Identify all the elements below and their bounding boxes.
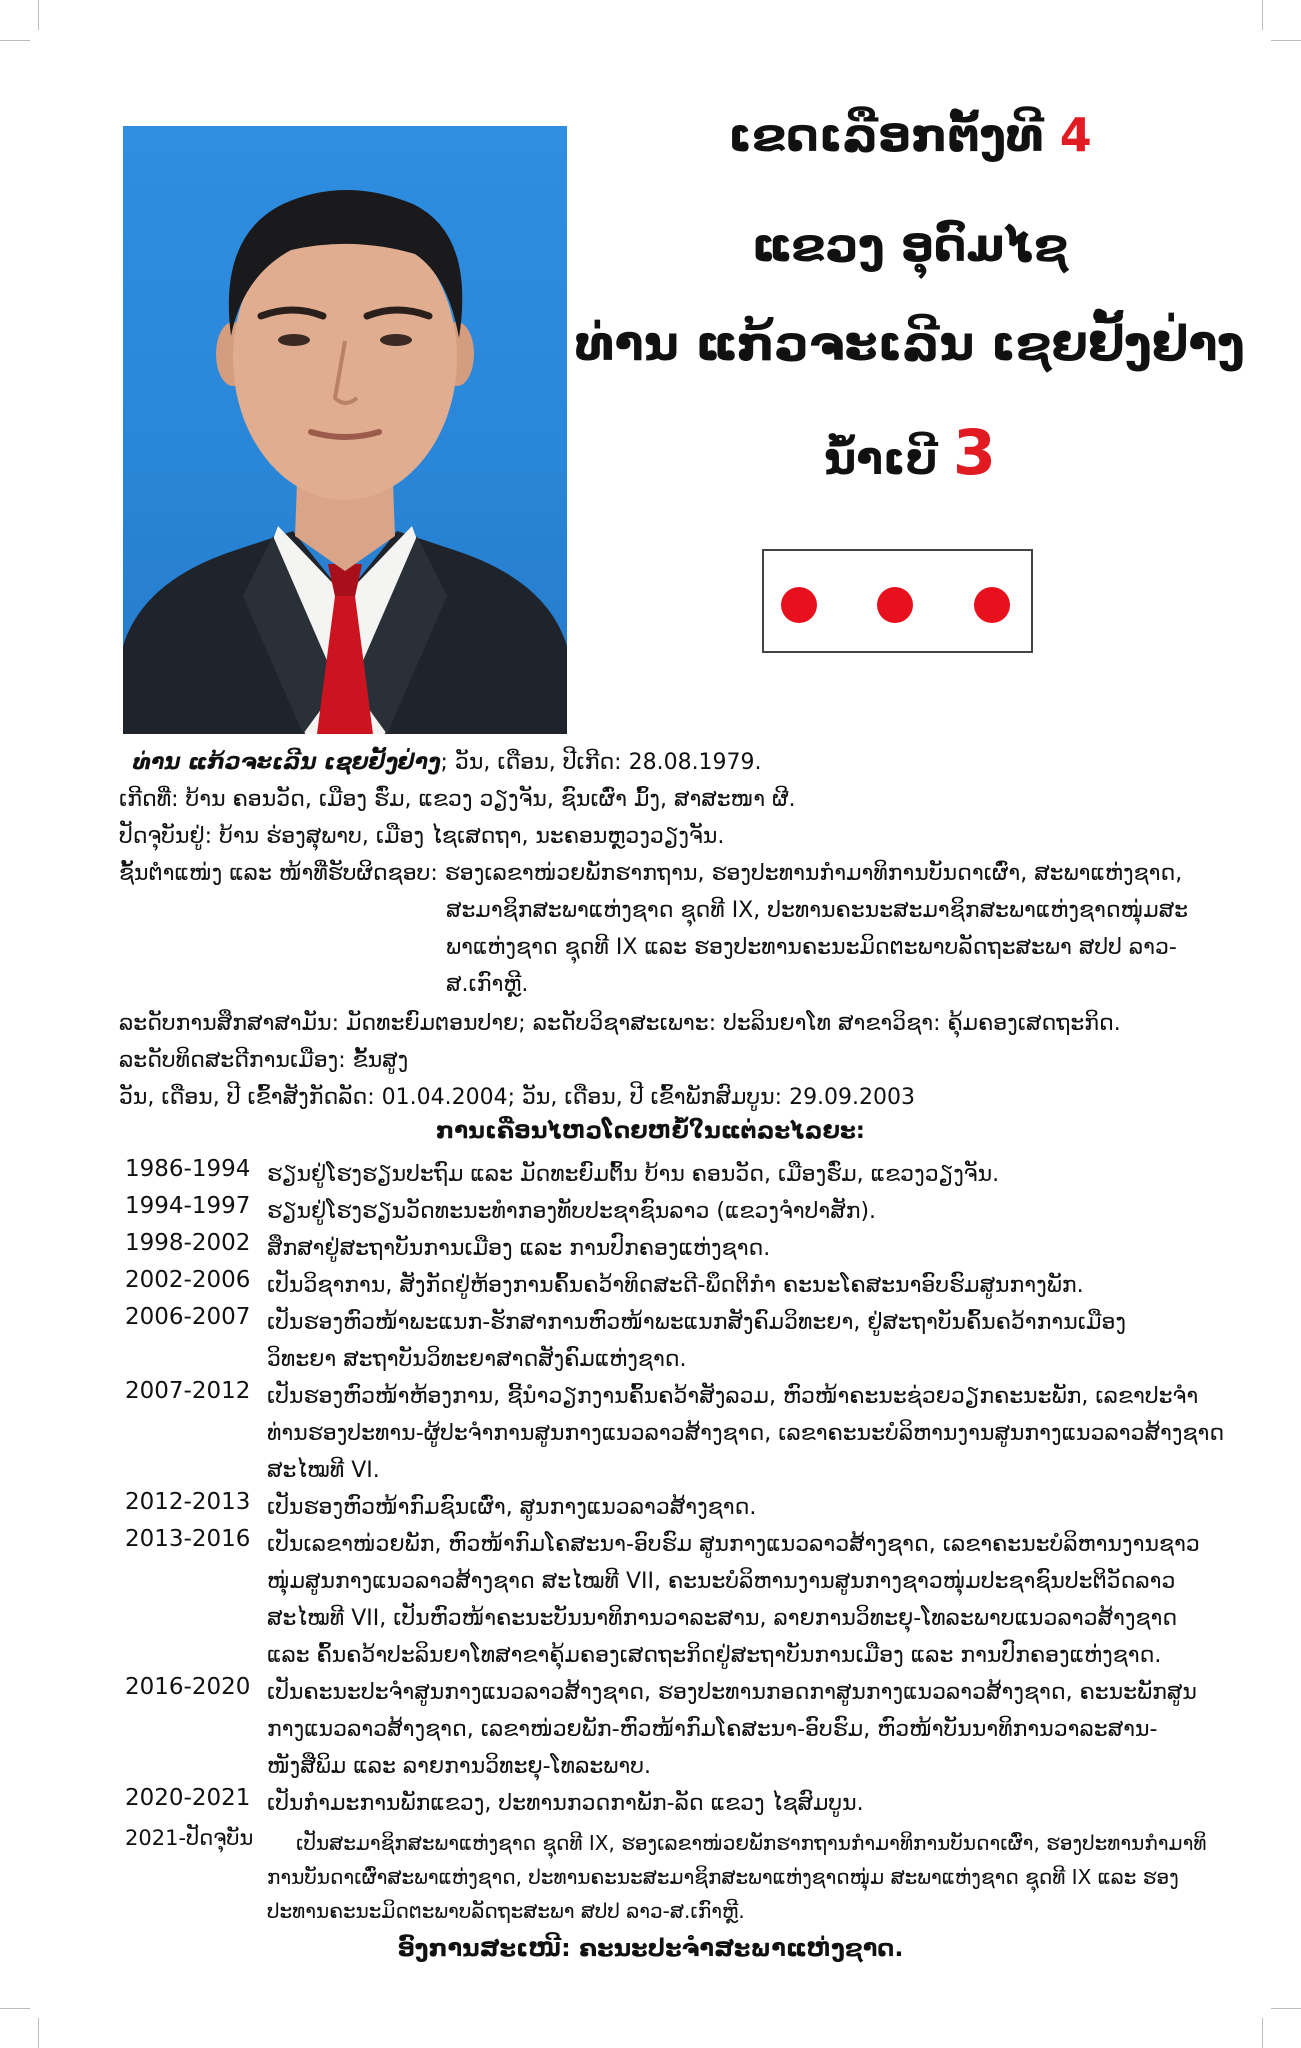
district-number: 4 [1059,108,1092,162]
crop-mark [1271,40,1301,41]
career-period: 1986-1994 [125,1156,251,1182]
nominating-organization: ອົງການສະເໜີ: ຄະນະປະຈຳສະພາແຫ່ງຊາດ. [397,1934,904,1962]
bio-education: ລະດັບການສຶກສາສາມັນ: ມັດທະຍົມຕອນປາຍ; ລະດັບວິຊາສະເພາະ: ປະລິນຍາໂທ ສາຂາວິຊາ: ຄຸ້ມຄອງເສດຖະກິດ. [119,1011,1121,1036]
bio-name: ທ່ານ ແກ້ວຈະເລີນ ເຊຍຢັ້ງຢ່າງ [133,750,441,775]
bio-birthdate: ; ວັນ, ເດືອນ, ປີເກີດ: 28.08.1979. [440,750,762,775]
career-description: ໜຸ່ມສູນກາງແນວລາວສ້າງຊາດ ສະໄໝທີ VII, ຄະນະບໍລິຫານງານສູນກາງຊາວໜຸ່ມປະຊາຊົນປະຕິວັດລາວ [267,1569,1176,1594]
career-description: ທ່ານຮອງປະທານ-ຜູ້ປະຈຳການສູນກາງແນວລາວສ້າງຊາດ, ເລຂາຄະນະບໍລິຫານງານສູນກາງແນວລາວສ້າງຊາດ [267,1421,1225,1446]
career-description: ປະທານຄະນະມິດຕະພາບລັດຖະສະພາ ສປປ ລາວ-ສ.ເກົາຫຼີ. [267,1899,745,1923]
career-description: ສຶກສາຢູ່ສະຖາບັນການເມືອງ ແລະ ການປົກຄອງແຫ່ງຊາດ. [267,1236,771,1261]
ballot-dot [781,587,817,623]
career-description: ເປັນສະມາຊິກສະພາແຫ່ງຊາດ ຊຸດທີ IX, ຮອງເລຂາໜ່ວຍພັກຮາກຖານກຳມາທິການບັນດາເຜົ່າ, ຮອງປະທານກຳມາທິ [296,1831,1207,1855]
number-value: 3 [952,416,997,489]
career-description: ເປັນວິຊາການ, ສັງກັດຢູ່ຫ້ອງການຄົ້ນຄວ້າທິດສະດີ-ພຶດຕິກຳ ຄະນະໂຄສະນາອົບຮົມສູນກາງພັກ. [267,1273,1084,1298]
ballot-dot [974,587,1010,623]
career-period: 2002-2006 [125,1267,251,1293]
bio-party-dates: ວັນ, ເດືອນ, ປີ ເຂົ້າສັງກັດລັດ: 01.04.2004; ວັນ, ເດືອນ, ປີ ເຂົ້າພັກສົມບູນ: 29.09.2003 [119,1085,916,1110]
province-heading: ແຂວງ ອຸດົມໄຊ [751,218,1069,272]
career-description: ຮຽນຢູ່ໂຮງຮຽນວັດທະນະທຳກອງທັບປະຊາຊົນລາວ (ແຂວງຈຳປາສັກ). [267,1199,877,1224]
career-description: ເປັນຮອງຫົວໜ້າພະແນກ-ຮັກສາການຫົວໜ້າພະແນກສັງຄົມວິທະຍາ, ຢູ່ສະຖາບັນຄົ້ນຄວ້າການເມືອງ [267,1310,1126,1335]
crop-mark [1271,2008,1301,2009]
ballot-dot [877,587,913,623]
career-description: ວິທະຍາ ສະຖາບັນວິທະຍາສາດສັງຄົມແຫ່ງຊາດ. [267,1347,687,1372]
career-description: ສະໄໝທີ VII, ເປັນຫົວໜ້າຄະນະບັນນາທິການວາລະສານ, ລາຍການວິທະຍຸ-ໂທລະພາບແນວລາວສ້າງຊາດ [267,1606,1178,1631]
career-description: ການບັນດາເຜົ່າສະພາແຫ່ງຊາດ, ປະທານຄະນະສະມາຊິກສະພາແຫ່ງຊາດໜຸ່ມ ສະພາແຫ່ງຊາດ ຊຸດທີ IX ແລະ ຮອງ [267,1865,1179,1889]
career-description: ເປັນເລຂາໜ່ວຍພັກ, ຫົວໜ້າກົມໂຄສະນາ-ອົບຮົມ ສູນກາງແນວລາວສ້າງຊາດ, ເລຂາຄະນະບໍລິຫານງານຊາວ [267,1532,1200,1557]
career-period: 2012-2013 [125,1489,251,1515]
candidate-photo [123,126,567,734]
crop-mark [38,2018,39,2048]
crop-mark [1262,2018,1263,2048]
crop-mark [38,0,39,30]
portrait-illustration [123,126,567,734]
crop-mark [1262,0,1263,30]
bio-positions: ຊັ້ນຕຳແໜ່ງ ແລະ ໜ້າທີ່ຮັບຜິດຊອບ: ຮອງເລຂາໜ່ວຍພັກຮາກຖານ, ຮອງປະທານກຳມາທິການບັນດາເຜົ່າ, ສະພາແຫ່ງຊາດ, [119,861,1183,886]
bio-name-birthdate [133,744,762,781]
career-description: ສະໄໝທີ VI. [267,1458,380,1483]
career-description: ເປັນຄະນະປະຈຳສູນກາງແນວລາວສ້າງຊາດ, ຮອງປະທານກອດກາສູນກາງແນວລາວສ້າງຊາດ, ຄະນະພັກສູນ [267,1680,1197,1705]
career-description: ກາງແນວລາວສ້າງຊາດ, ເລຂາໜ່ວຍພັກ-ຫົວໜ້າກົມໂຄສະນາ-ອົບຮົມ, ຫົວໜ້າບັນນາທິການວາລະສານ- [267,1717,1158,1742]
candidate-name-heading: ທ່ານ ແກ້ວຈະເລີນ ເຊຍຢັ້ງຢ່າງ [575,316,1245,372]
career-period: 1994-1997 [125,1193,251,1219]
career-section-title: ການເຄື່ອນໄຫວໂດຍຫຍໍ້ໃນແຕ່ລະໄລຍະ: [435,1118,865,1144]
ballot-marker-box [762,549,1033,653]
career-description: ແລະ ຄົ້ນຄວ້າປະລິນຍາໂທສາຂາຄຸ້ມຄອງເສດຖະກິດຢູ່ສະຖາບັນການເມືອງ ແລະ ການປົກຄອງແຫ່ງຊາດ. [267,1643,1162,1668]
bio-birthplace: ເກີດທີ່: ບ້ານ ຄອນວັດ, ເມືອງ ຮົ່ມ, ແຂວງ ວຽງຈັນ, ຊົນເຜົ່າ ມົ້ງ, ສາສະໜາ ຜີ. [119,787,796,812]
bio-political-level: ລະດັບທິດສະດີການເມືອງ: ຂັ້ນສູງ [119,1048,409,1073]
bio-positions-cont: ສ.ເກົາຫຼີ. [446,972,529,997]
career-description: ຮຽນຢູ່ໂຮງຮຽນປະຖົມ ແລະ ມັດທະຍົມຕົ້ນ ບ້ານ ຄອນວັດ, ເມືອງຮົ່ມ, ແຂວງວຽງຈັນ. [267,1162,1000,1187]
bio-positions-cont: ພາແຫ່ງຊາດ ຊຸດທີ IX ແລະ ຮອງປະທານຄະນະມິດຕະພາບລັດຖະສະພາ ສປປ ລາວ- [446,935,1177,960]
career-description: ເປັນກຳມະການພັກແຂວງ, ປະທານກວດກາພັກ-ລັດ ແຂວງ ໄຊສົມບູນ. [267,1791,864,1816]
career-description: ເປັນຮອງຫົວໜ້າຫ້ອງການ, ຊີ້ນຳວຽກງານຄົ້ນຄວ້າສັງລວມ, ຫົວໜ້າຄະນະຊ່ວຍວຽກຄະນະພັກ, ເລຂາປະຈຳ [267,1384,1199,1409]
crop-mark [0,40,30,41]
career-period: 2020-2021 [125,1785,251,1811]
career-period: 2013-2016 [125,1526,251,1552]
career-description: ໜັງສືພິມ ແລະ ລາຍການວິທະຍຸ-ໂທລະພາບ. [267,1754,652,1779]
career-period: 2007-2012 [125,1378,251,1404]
bio-residence: ປັດຈຸບັນຢູ່: ບ້ານ ຮ່ອງສຸພາບ, ເມືອງ ໄຊເສດຖາ, ນະຄອນຫຼວງວຽງຈັນ. [119,824,725,849]
crop-mark [0,2008,30,2009]
electoral-district-heading [560,108,1260,162]
district-label: ເຂດເລືອກຕັ້ງທີ [728,108,1044,162]
number-label: ນ້ຳເບີ [823,434,938,485]
bio-positions-cont: ສະມາຊິກສະພາແຫ່ງຊາດ ຊຸດທີ IX, ປະທານຄະນະສະມາຊິກສະພາແຫ່ງຊາດໜຸ່ມສະ [446,898,1189,923]
career-period: 2016-2020 [125,1674,251,1700]
career-period: 2006-2007 [125,1304,251,1330]
career-period: 2021-ປັດຈຸບັນ [125,1826,254,1850]
career-period: 1998-2002 [125,1230,251,1256]
candidate-number-heading [560,416,1260,489]
career-description: ເປັນຮອງຫົວໜ້າກົມຊົນເຜົ່າ, ສູນກາງແນວລາວສ້າງຊາດ. [267,1495,757,1520]
